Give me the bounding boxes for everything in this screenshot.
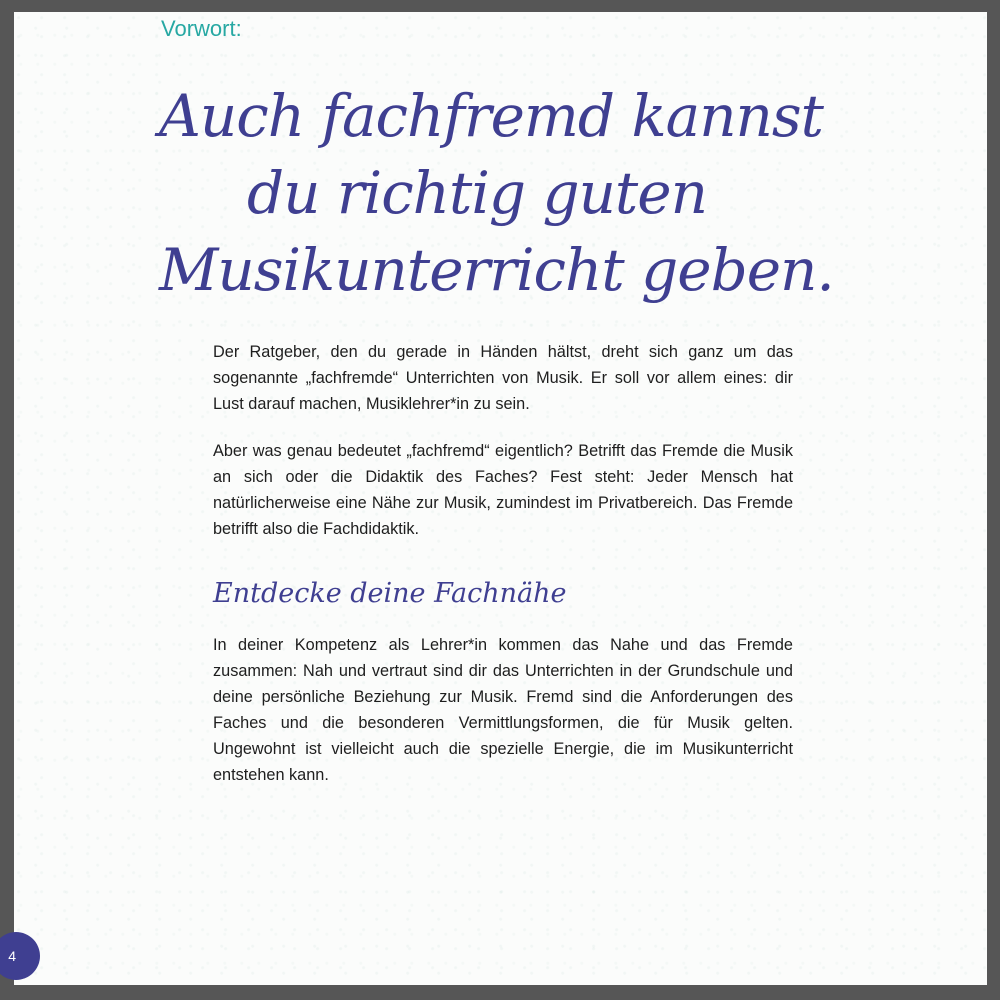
document-page [8, 12, 987, 985]
page-number: 4 [8, 948, 16, 964]
title-line-2: du richtig guten [247, 159, 707, 227]
paragraph-fachnaehe: In deiner Kompetenz als Lehrer*in kommen das Nahe und das Fremde zusammen: Nah und vertraut sind dir das Unterrichten in der Grundschule und deine persönliche Beziehung zur Musik. Fremd sind die Anforderungen des Faches und die besonderen Vermittlungsformen, die für Musik gelten. Ungewohnt ist vielleicht auch die spezielle Energie, die im Musikunterricht entstehen kann. [213, 636, 793, 784]
title-line-3: Musikunterricht geben. [159, 236, 834, 304]
paragraph-intro: Der Ratgeber, den du gerade in Händen hältst, dreht sich ganz um das sogenannte „fachfremde“ Unterrichten von Musik. Er soll vor allem eines: dir Lust darauf machen, Musiklehrer*in zu sein. [213, 343, 793, 413]
section-heading: Entdecke deine Fachnähe [213, 578, 567, 609]
section-kicker: Vorwort: [161, 16, 242, 41]
page-title [159, 78, 859, 309]
page-number-badge [0, 932, 40, 980]
title-line-1: Auch fachfremd kannst [159, 82, 823, 150]
paragraph-fachfremd: Aber was genau bedeutet „fachfremd“ eigentlich? Betrifft das Fremde die Musik an sich oder die Didaktik des Faches? Fest steht: Jeder Mensch hat natürlicherweise eine Nähe zur Musik, zumindest im Privatbereich. Das Fremde betrifft also die Fachdidaktik. [213, 442, 793, 538]
